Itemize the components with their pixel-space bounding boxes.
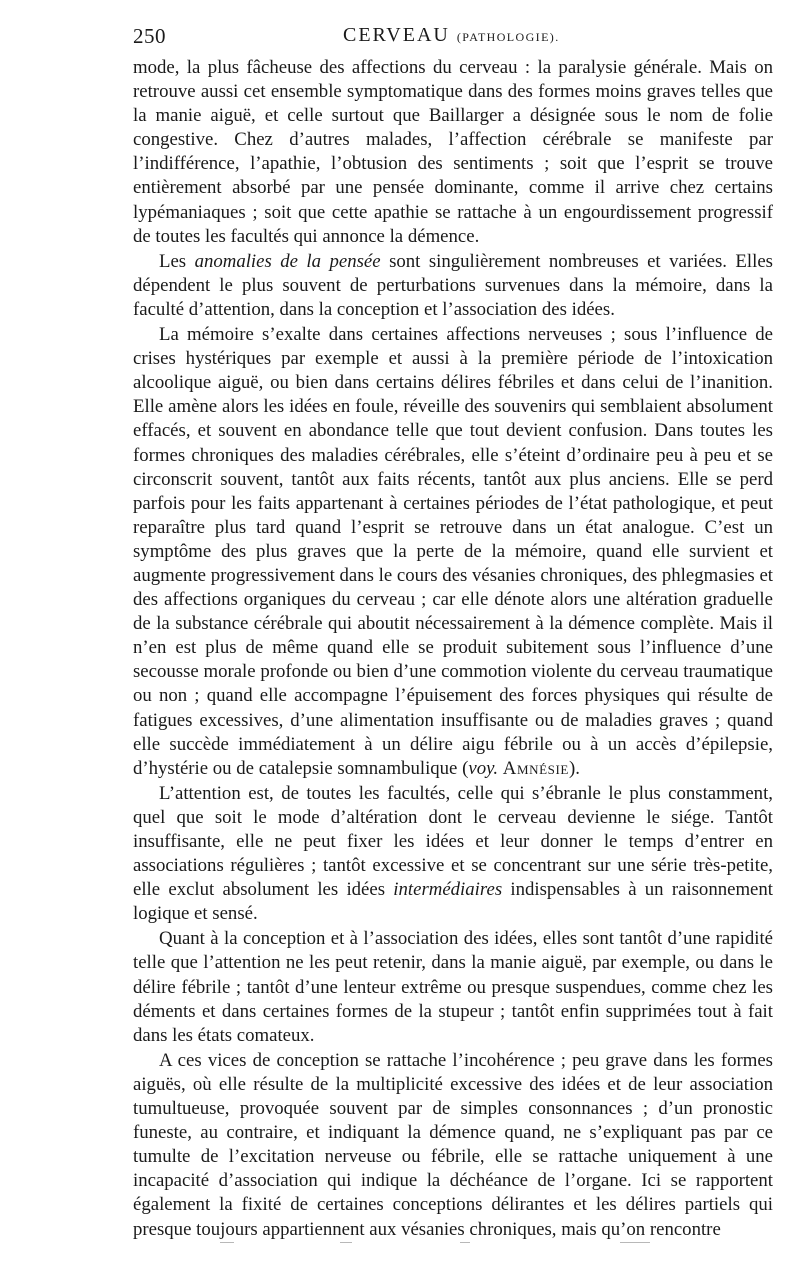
- paragraph: [133, 250, 773, 322]
- italic-phrase: anomalies de la pensée: [194, 250, 381, 272]
- running-title-main: CERVEAU: [343, 24, 450, 46]
- paragraph: [133, 1049, 773, 1242]
- page-number: 250: [133, 24, 166, 48]
- paragraph: [133, 56, 773, 249]
- italic-phrase: voy.: [468, 757, 499, 779]
- running-title: [343, 24, 560, 47]
- text-run: Les: [159, 250, 195, 272]
- running-title-sub: (PATHOLOGIE).: [456, 30, 560, 44]
- text-run: sont singulièrement nombreuses et variées. Elles dépendent le plus souvent de perturbations survenues dans la mémoire, dans la faculté d’attention, dans la conception et l’association des idées.: [133, 250, 773, 320]
- text-run: indispensables à un raisonnement logique et sensé.: [133, 879, 773, 925]
- italic-phrase: intermédiaires: [393, 879, 503, 901]
- text-run: L’attention est, de toutes les facultés, celle qui s’ébranle le plus constamment, quel que soit le mode d’altération dont le cerveau devienne le siége. Tantôt insuffisante, elle ne peut fixer les idées et leur donner le temps d’entrer en associations régulières ; tantôt excessive et se concentrant sur une série très-petite, elle exclut absolument les idées: [133, 782, 773, 901]
- text-run: A ces vices de conception se rattache l’incohérence ; peu grave dans les formes aiguës, où elle résulte de la multiplicité excessive des idées et de leur association tumultueuse, provoquée souvent par de simples consonnances ; d’un pronostic funeste, au contraire, et indiquant la démence quand, ne s’expliquant pas par ce tumulte de l’excitation nerveuse ou fébrile, elle se rattache uniquement à une incapacité d’association qui indique la déchéance de l’organe. Ici se rapportent également la fixité de certaines conceptions délirantes et les délires partiels qui presque toujours appartiennent aux vésanies chroniques, mais qu’on rencontre: [133, 1049, 773, 1240]
- body-text: [133, 56, 773, 1242]
- running-head: [133, 24, 773, 52]
- paragraph: [133, 927, 773, 1047]
- text-run: La mémoire s’exalte dans certaines affections nerveuses ; sous l’influence de crises hystériques par exemple et aussi à la première période de l’intoxication alcoolique aiguë, ou bien dans certains délires fébriles et dans celui de l’inanition. Elle amène alors les idées en foule, réveille des souvenirs qui semblaient absolument effacés, et souvent en abondance telle que tout devient confusion. Dans toutes les formes chroniques des maladies cérébrales, elle s’éteint d’ordinaire peu à peu et se circonscrit souvent, tantôt aux faits récents, tantôt aux plus anciens. Elle se perd parfois pour les faits appartenant à certaines périodes de l’état pathologique, et peut reparaître plus tard quand l’esprit se retrouve dans un état analogue. C’est un symptôme des plus graves que la perte de la mémoire, quand elle survient et augmente progressivement dans le cours des vésanies chroniques, des phlegmasies et des affections organiques du cerveau ; car elle dénote alors une altération graduelle de la substance cérébrale qui aboutit nécessairement à la démence complète. Mais il n’en est plus de même quand elle se produit subitement sous l’influence d’une secousse morale profonde ou bien d’une commotion violente du cerveau traumatique ou non ; quand elle accompagne l’épuisement des forces physiques qui résulte de fatigues excessives, d’une alimentation insuffisante ou de maladies graves ; quand elle succède immédiatement à un délire aigu fébrile ou à un accès d’épilepsie, d’hystérie ou de catalepsie somnambulique (: [133, 324, 773, 779]
- paragraph: [133, 323, 773, 781]
- small-caps-reference: Amnésie: [502, 757, 569, 779]
- text-run: Quant à la conception et à l’association des idées, elles sont tantôt d’une rapidité telle que l’attention ne les peut retenir, dans la manie aiguë, par exemple, ou dans le délire fébrile ; tantôt d’une lenteur extrême ou presque suspendues, comme chez les déments et dans certaines formes de la stupeur ; tantôt enfin supprimées tout à fait dans les états comateux.: [133, 928, 773, 1046]
- page-bottom-marks: [200, 1238, 700, 1248]
- text-run: mode, la plus fâcheuse des affections du cerveau : la paralysie générale. Mais on retrouve aussi cet ensemble symptomatique dans des formes moins graves telles que la manie aiguë, et celle surtout que Baillarger a désignée sous le nom de folie congestive. Chez d’autres malades, l’affection cérébrale se manifeste par l’indifférence, l’apathie, l’obtusion des sentiments ; soit que l’esprit se trouve entièrement absorbé par une pensée dominante, comme il arrive chez certains lypémaniaques ; soit que cette apathie se rattache à un engourdissement progressif de toutes les facultés qui annonce la démence.: [133, 57, 773, 247]
- text-run: ).: [568, 757, 580, 779]
- paragraph: [133, 782, 773, 927]
